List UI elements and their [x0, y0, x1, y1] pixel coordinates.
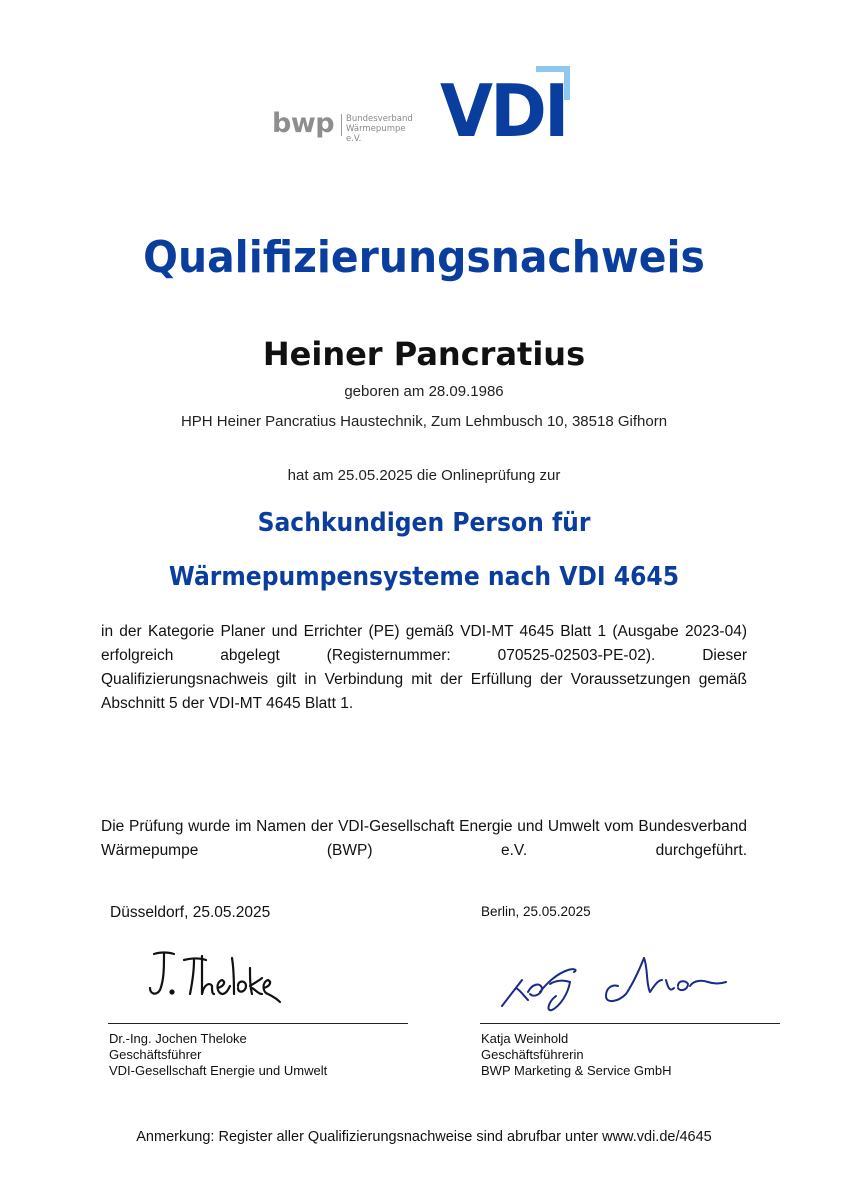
signature-right	[498, 940, 748, 1016]
bwp-logo-line1: Bundesverband	[346, 114, 413, 124]
person-birth: geboren am 28.09.1986	[344, 383, 504, 400]
person-name: Heiner Pancratius	[262, 335, 586, 373]
signer-right-block	[481, 1031, 671, 1079]
bwp-logo-mark: bwp	[272, 108, 335, 139]
bwp-logo-line2: Wärmepumpe e.V.	[346, 124, 406, 144]
bwp-logo	[272, 108, 422, 142]
signer-left-org: VDI-Gesellschaft Energie und Umwelt	[109, 1063, 328, 1078]
exam-details-paragraph: in der Kategorie Planer und Errichter (PE) gemäß VDI-MT 4645 Blatt 1 (Ausgabe 2023-04) erfolgreich abgelegt (Registernummer: 070525-02503-PE-02). Dieser Qualifizierungsnachweis gilt in Verbindung mit der Erfüllung der Voraussetzungen gemäß Abschnitt 5 der VDI-MT 4645 Blatt 1.	[101, 623, 747, 712]
exam-intro: hat am 25.05.2025 die Onlineprüfung zur	[287, 467, 561, 484]
signature-line-left	[108, 1023, 408, 1024]
signer-right-role: Geschäftsführerin	[481, 1047, 584, 1062]
vdi-logo	[440, 64, 580, 153]
signer-left-role: Geschäftsführer	[109, 1047, 202, 1062]
signature-left	[140, 944, 290, 1016]
register-note: Anmerkung: Register aller Qualifizierungsnachweise sind abrufbar unter www.vdi.de/4645	[136, 1129, 712, 1145]
person-address: HPH Heiner Pancratius Haustechnik, Zum Lehmbusch 10, 38518 Gifhorn	[180, 413, 668, 430]
place-date-right: Berlin, 25.05.2025	[481, 904, 591, 919]
signature-line-right	[480, 1023, 780, 1024]
qualification-title-line1: Sachkundigen Person für	[257, 508, 591, 538]
certificate-title: Qualifizierungsnachweis	[143, 232, 705, 283]
bwp-logo-separator	[341, 114, 342, 136]
place-date-left: Düsseldorf, 25.05.2025	[110, 904, 271, 921]
vdi-logo-mark: VDI	[440, 69, 567, 153]
signer-right-name: Katja Weinhold	[481, 1031, 569, 1046]
signer-left-name: Dr.-Ing. Jochen Theloke	[109, 1031, 247, 1046]
organizer-paragraph: Die Prüfung wurde im Namen der VDI-Gesellschaft Energie und Umwelt vom Bundesverband Wärmepumpe (BWP) e.V. durchgeführt.	[101, 818, 747, 859]
signer-right-org: BWP Marketing & Service GmbH	[481, 1063, 672, 1078]
signer-left-block	[109, 1031, 327, 1079]
bwp-logo-text	[346, 114, 422, 144]
qualification-title-line2: Wärmepumpensysteme nach VDI 4645	[168, 562, 680, 592]
